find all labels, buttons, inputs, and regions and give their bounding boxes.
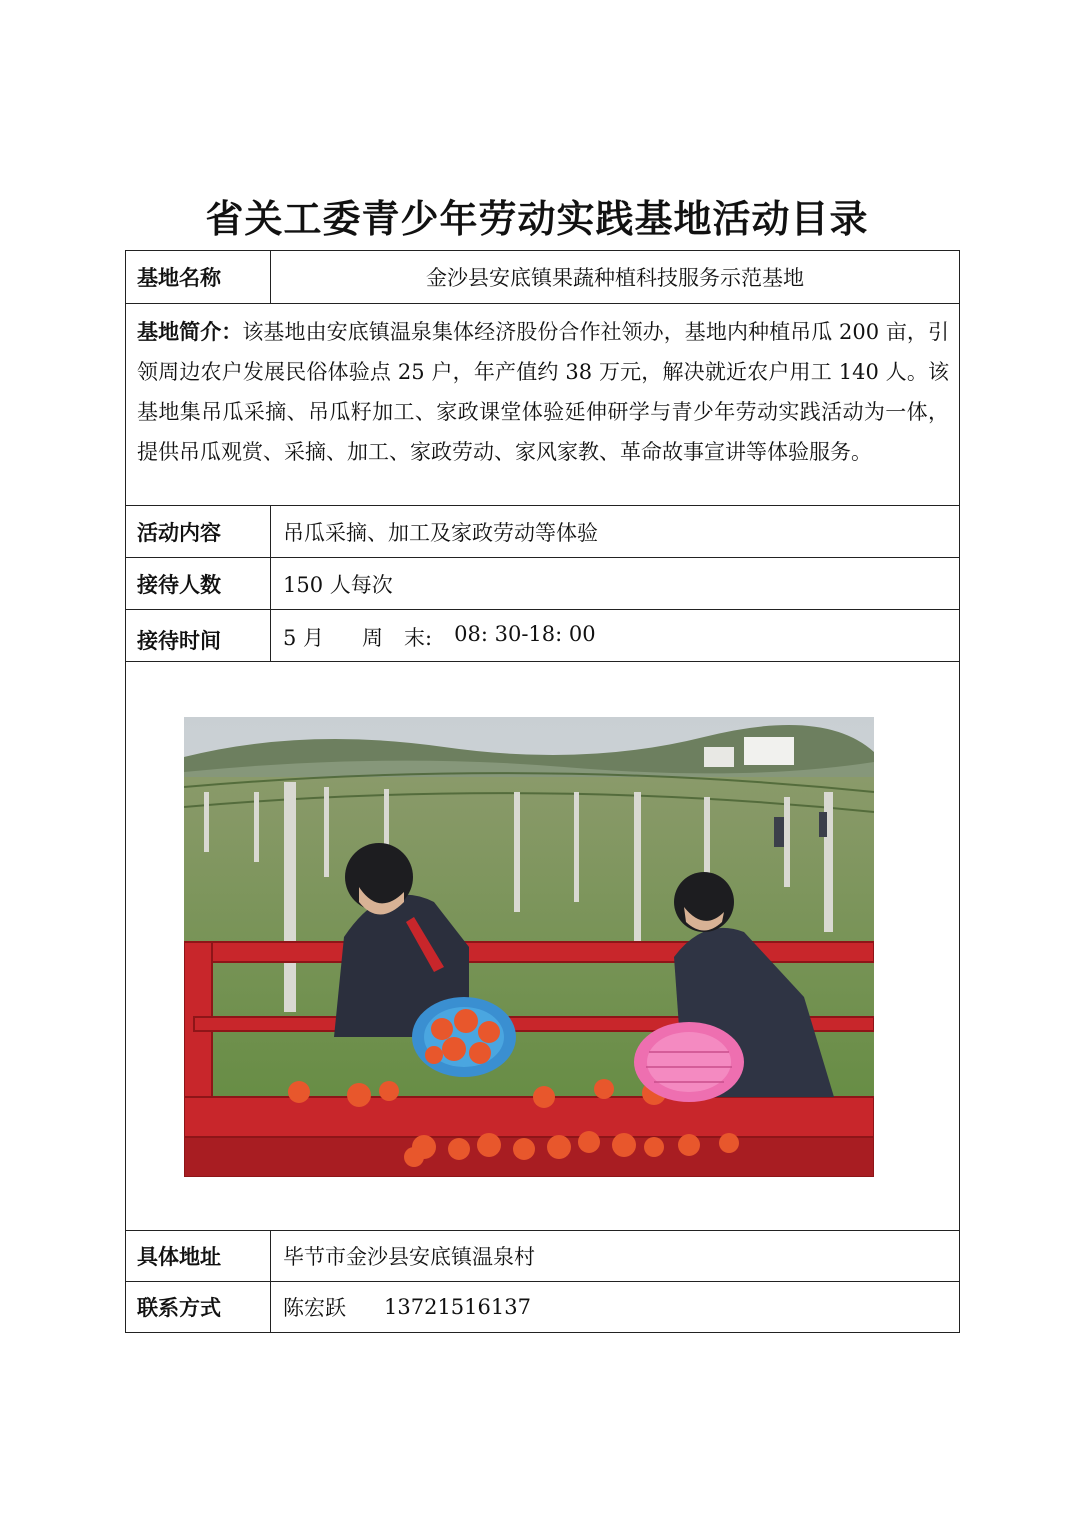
label-hours: 接待时间	[126, 610, 271, 661]
label-intro: 基地简介：	[137, 320, 243, 344]
row-address	[126, 1231, 959, 1282]
value-capacity: 150 人每次	[283, 572, 393, 597]
row-contact	[126, 1282, 959, 1332]
activity-photo	[184, 717, 874, 1177]
label-base-name: 基地名称	[126, 251, 271, 303]
row-capacity	[126, 558, 959, 610]
value-activity: 吊瓜采摘、加工及家政劳动等体验	[283, 520, 598, 545]
page-title: 省关工委青少年劳动实践基地活动目录	[205, 197, 869, 241]
value-base-name: 金沙县安底镇果蔬种植科技服务示范基地	[426, 266, 804, 290]
label-address: 具体地址	[126, 1231, 271, 1281]
label-capacity: 接待人数	[126, 558, 271, 609]
info-table	[125, 250, 960, 1333]
contact-name: 陈宏跃	[283, 1296, 346, 1320]
value-intro: 该基地由安底镇温泉集体经济股份合作社领办，基地内种植吊瓜 200 亩，引领周边农户发展民俗体验点 25 户，年产值约 38 万元，解决就近农户用工 140 人。该基地集吊瓜采摘、吊瓜籽加工、家政课堂体验延伸研学与青少年劳动实践活动为一体，提供吊瓜观赏、采摘、加工、家政劳动、家风家教、革命故事宣讲等体验服务。	[137, 320, 950, 464]
row-activity	[126, 506, 959, 558]
hours-time: 08: 30-18: 00	[454, 622, 596, 646]
contact-phone: 13721516137	[384, 1295, 531, 1319]
row-base-name	[126, 251, 959, 304]
hours-day: 周 末:	[362, 626, 433, 650]
row-hours	[126, 610, 959, 662]
row-intro	[126, 304, 959, 506]
hours-month: 5 月	[283, 626, 325, 650]
value-contact	[271, 1282, 959, 1332]
label-activity: 活动内容	[126, 506, 271, 557]
value-address: 毕节市金沙县安底镇温泉村	[283, 1245, 535, 1269]
intro-text	[126, 304, 959, 472]
value-hours	[271, 610, 959, 661]
photo-illustration	[184, 717, 874, 1177]
row-photo	[126, 662, 959, 1231]
label-contact: 联系方式	[126, 1282, 271, 1332]
